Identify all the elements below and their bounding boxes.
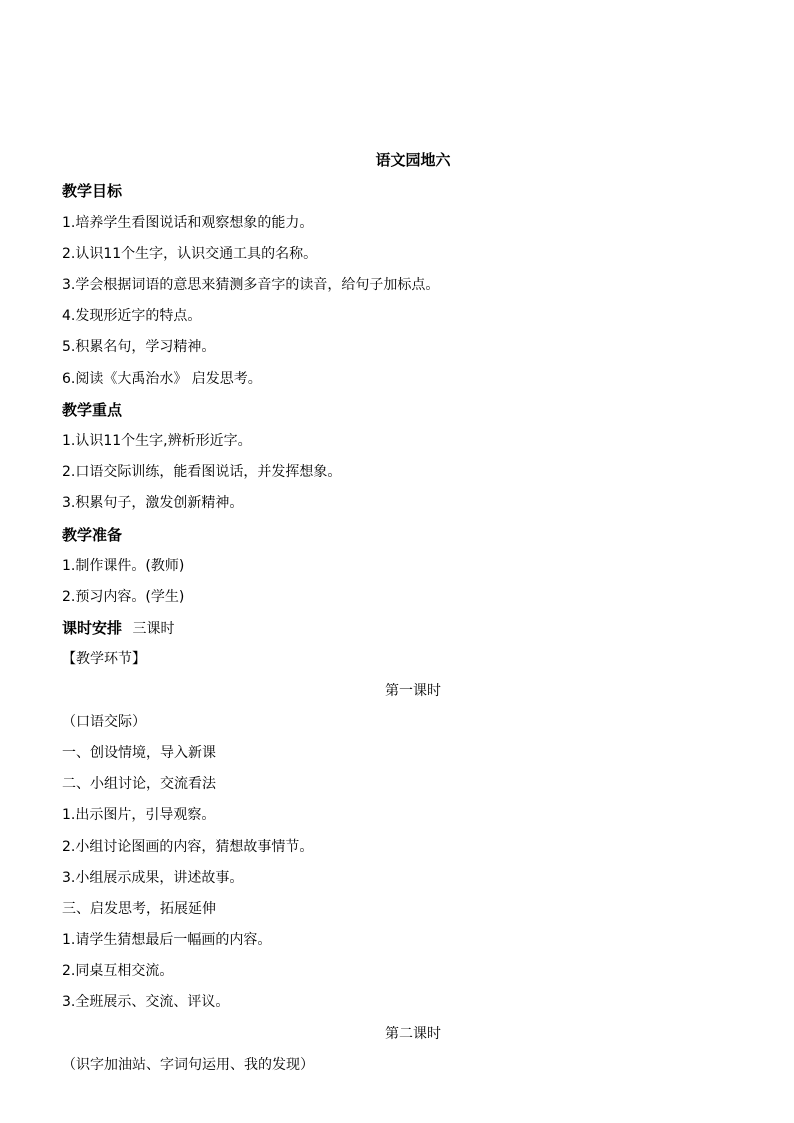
preparation-item: 2.预习内容。(学生) — [62, 589, 185, 605]
lesson1-title: 第一课时 — [385, 683, 441, 699]
key-point-item: 2.口语交际训练，能看图说话，并发挥想象。 — [62, 464, 342, 480]
lesson1-line: 一、创设情境，导入新课 — [62, 745, 216, 761]
preparation-item: 1.制作课件。(教师) — [62, 558, 185, 574]
lesson1-line: 2.小组讨论图画的内容，猜想故事情节。 — [62, 839, 314, 855]
goal-item: 1.培养学生看图说话和观察想象的能力。 — [62, 215, 314, 231]
key-point-item: 1.认识11个生字,辨析形近字。 — [62, 433, 252, 449]
lesson1-line: 3.全班展示、交流、评议。 — [62, 994, 230, 1010]
schedule-row — [62, 618, 174, 639]
lesson1-line: 1.出示图片，引导观察。 — [62, 807, 216, 823]
goal-item: 4.发现形近字的特点。 — [62, 308, 202, 324]
document-title: 语文园地六 — [375, 151, 451, 169]
lesson2-title: 第二课时 — [385, 1026, 441, 1042]
goal-item: 3.学会根据词语的意思来猜测多音字的读音，给句子加标点。 — [62, 277, 440, 293]
preparation-heading: 教学准备 — [62, 526, 123, 544]
key-point-item: 3.积累句子，激发创新精神。 — [62, 495, 244, 511]
lesson2-subtitle: （识字加油站、字词句运用、我的发现） — [62, 1057, 314, 1073]
schedule-value: 三课时 — [132, 621, 175, 637]
schedule-label: 课时安排 — [62, 619, 123, 637]
lesson1-line: 二、小组讨论，交流看法 — [62, 776, 216, 792]
key-points-heading: 教学重点 — [62, 401, 123, 419]
goal-item: 5.积累名句，学习精神。 — [62, 339, 216, 355]
lesson1-subtitle: （口语交际） — [62, 714, 146, 730]
section-heading: 【教学环节】 — [62, 651, 146, 667]
lesson1-line: 1.请学生猜想最后一幅画的内容。 — [62, 932, 272, 948]
lesson1-line: 3.小组展示成果，讲述故事。 — [62, 870, 244, 886]
goals-heading: 教学目标 — [62, 182, 123, 200]
lesson1-line: 2.同桌互相交流。 — [62, 963, 174, 979]
lesson1-line: 三、启发思考，拓展延伸 — [62, 901, 216, 917]
goal-item: 6.阅读《大禹治水》 启发思考。 — [62, 371, 262, 387]
goal-item: 2.认识11个生字，认识交通工具的名称。 — [62, 246, 318, 262]
